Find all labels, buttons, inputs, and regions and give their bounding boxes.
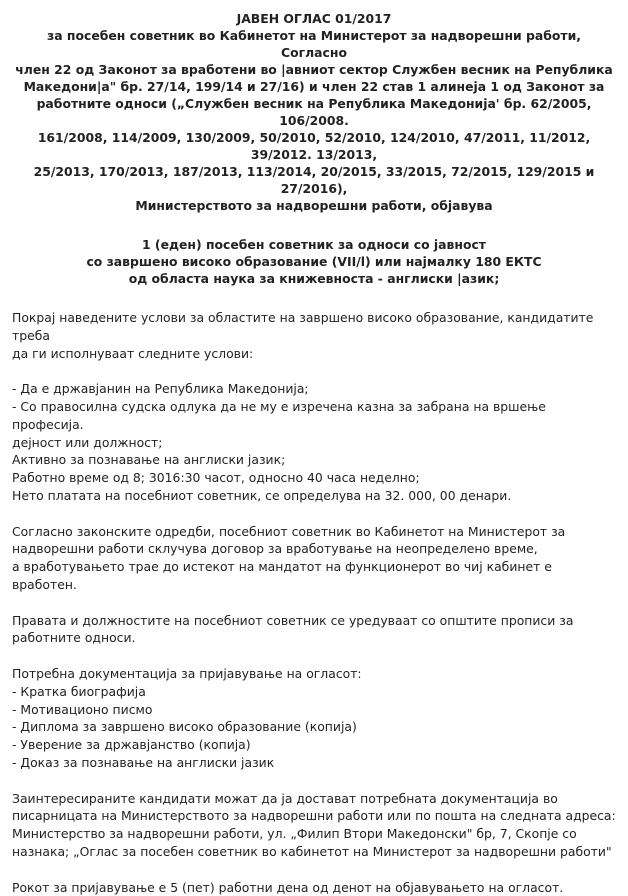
position-header (12, 236, 616, 287)
position-line: од областа наука за книжевноста - англиски |азик; (12, 270, 616, 287)
submission-paragraph-line: Министерство за надворешни работи, ул. „Филип Втори Македонски" бр, 7, Скопје со (12, 825, 616, 843)
submission-paragraph-line: назнака; „Оглас за посебен советник во кабинетот на Министерот за надворешни работи" (12, 843, 616, 861)
deadline-text: Рокот за пријавување е 5 (пет) работни дена од денот на објавувањето на огласот. (12, 879, 616, 896)
header-line: за посебен советник во Кабинетот на Министерот за надворешни работи, Согласно (12, 27, 616, 61)
documentation-item: - Доказ за познавање на англиски јазик (12, 754, 616, 772)
contract-paragraph-line: надворешни работи склучува договор за вработување на неопределено време, (12, 540, 616, 558)
condition-item: дејност или должност; (12, 434, 616, 452)
condition-item: Активно за познавање на англиски јазик; (12, 451, 616, 469)
documentation-item: - Мотивационо писмо (12, 701, 616, 719)
contract-paragraph-line: а вработувањето трае до истекот на мандатот на функционерот во чиј кабинет е вработен. (12, 558, 616, 594)
rights-paragraph-line: работните односи. (12, 629, 616, 647)
header-line: член 22 од Законот за вработени во |авниот сектор Службен весник на Република (12, 61, 616, 78)
conditions-intro-line: да ги исполнуваат следните услови: (12, 345, 616, 363)
header-line: Министерството за надворешни работи, објавува (12, 197, 616, 214)
submission-paragraph-line: писарницата на Министерството за надворешни работи или по пошта на следната адреса: (12, 807, 616, 825)
condition-item: Работно време од 8; 3016:30 часот, односно 40 часа неделно; (12, 469, 616, 487)
conditions-intro-line: Покрај наведените услови за областите на завршено високо образование, кандидатите треба (12, 309, 616, 345)
position-line: со завршено високо образование (VII/l) или најмалку 180 ЕКТС (12, 253, 616, 270)
header-line: Македони|а" бр. 27/14, 199/14 и 27/16) и член 22 став 1 алинеја 1 од Законот за (12, 78, 616, 95)
rights-paragraph-line: Правата и должностите на посебниот советник се уредуваат со општите прописи за (12, 612, 616, 630)
submission-paragraph-line: Заинтересираните кандидати можат да ја достават потребната документација во (12, 790, 616, 808)
documentation-item: - Диплома за завршено високо образование (копија) (12, 718, 616, 736)
condition-item: - Да е државјанин на Република Македонија; (12, 380, 616, 398)
announcement-title: ЈАВЕН ОГЛАС 01/2017 (12, 10, 616, 27)
position-line: 1 (еден) посебен советник за односи со јавност (12, 236, 616, 253)
condition-item: Нето платата на посебниот советник, се определува на 32. 000, 00 денари. (12, 487, 616, 505)
documentation-item: - Уверение за државјанство (копија) (12, 736, 616, 754)
header-line: 161/2008, 114/2009, 130/2009, 50/2010, 52/2010, 124/2010, 47/2011, 11/2012, 39/2012. 13/2013, (12, 129, 616, 163)
contract-paragraph-line: Согласно законските одредби, посебниот советник во Кабинетот на Министерот за (12, 523, 616, 541)
announcement-header (12, 10, 616, 214)
documentation-intro: Потребна документација за пријавување на огласот: (12, 665, 616, 683)
document-body (12, 309, 616, 896)
header-line: 25/2013, 170/2013, 187/2013, 113/2014, 20/2015, 33/2015, 72/2015, 129/2015 и 27/2016), (12, 163, 616, 197)
header-line: работните односи („Службен весник на Република Македонија' бр. 62/2005, 106/2008. (12, 95, 616, 129)
condition-item: - Со правосилна судска одлука да не му е изречена казна за забрана на вршење професија. (12, 398, 616, 434)
documentation-item: - Кратка биографија (12, 683, 616, 701)
